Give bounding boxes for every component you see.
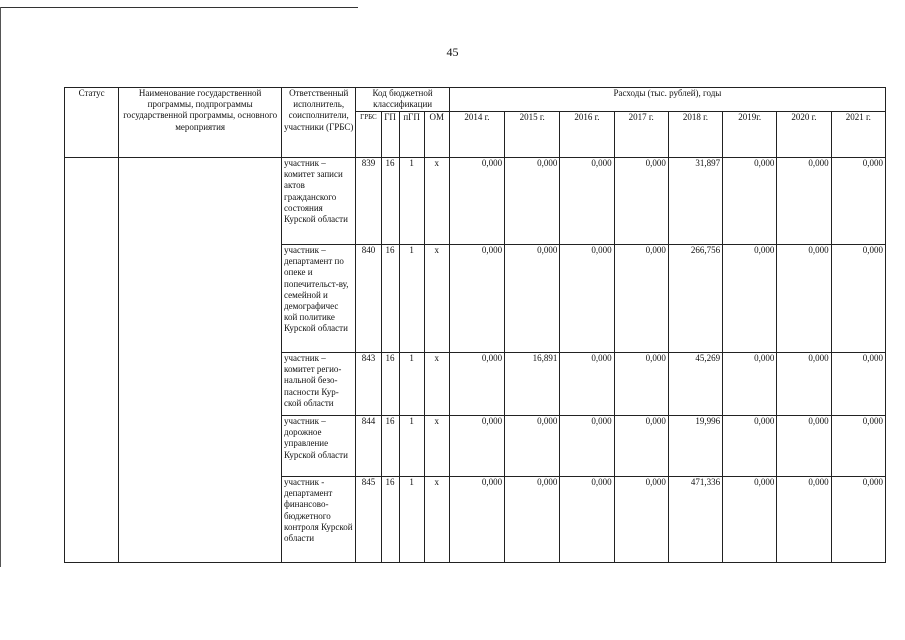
grbs-cell: 844	[356, 416, 381, 477]
value-cell: 0,000	[777, 158, 831, 245]
value-cell: 0,000	[723, 158, 777, 245]
grbs-cell: 839	[356, 158, 381, 245]
value-cell: 0,000	[614, 353, 668, 416]
header-status: Статус	[65, 88, 119, 158]
gp-cell: 16	[381, 353, 399, 416]
header-year: 2014 г.	[449, 112, 504, 158]
grbs-cell: 840	[356, 245, 381, 353]
scan-border-left	[0, 7, 1, 567]
value-cell: 0,000	[831, 416, 885, 477]
header-executor: Ответственный исполнитель, соисполнители, участники (ГРБС)	[282, 88, 356, 158]
header-year: 2020 г.	[777, 112, 831, 158]
pgp-cell: 1	[399, 353, 424, 416]
value-cell: 0,000	[831, 477, 885, 563]
value-cell: 0,000	[723, 245, 777, 353]
om-cell: х	[424, 353, 449, 416]
value-cell: 0,000	[449, 416, 504, 477]
value-cell: 0,000	[505, 245, 560, 353]
header-expenses: Расходы (тыс. рублей), годы	[449, 88, 885, 112]
value-cell: 0,000	[614, 158, 668, 245]
pgp-cell: 1	[399, 245, 424, 353]
header-code-grbs: ГРБС	[356, 112, 381, 158]
value-cell: 0,000	[505, 158, 560, 245]
page-number: 45	[446, 45, 459, 59]
om-cell: х	[424, 416, 449, 477]
value-cell: 0,000	[723, 353, 777, 416]
gp-cell: 16	[381, 416, 399, 477]
value-cell: 0,000	[614, 477, 668, 563]
value-cell: 0,000	[831, 353, 885, 416]
value-cell: 266,756	[668, 245, 722, 353]
value-cell: 45,269	[668, 353, 722, 416]
header-name: Наименование государственной программы, подпрограммы государственной программы, основного мероприятия	[119, 88, 282, 158]
value-cell: 0,000	[505, 477, 560, 563]
executor-cell: участник – комитет записи актов гражданского состояния Курской области	[282, 158, 356, 245]
value-cell: 0,000	[560, 245, 614, 353]
value-cell: 0,000	[449, 245, 504, 353]
header-year: 2015 г.	[505, 112, 560, 158]
header-year: 2018 г.	[668, 112, 722, 158]
gp-cell: 16	[381, 158, 399, 245]
pgp-cell: 1	[399, 158, 424, 245]
grbs-cell: 843	[356, 353, 381, 416]
value-cell: 0,000	[614, 245, 668, 353]
executor-cell: участник – дорожное управление Курской области	[282, 416, 356, 477]
value-cell: 0,000	[560, 416, 614, 477]
value-cell: 0,000	[449, 158, 504, 245]
header-year: 2016 г.	[560, 112, 614, 158]
om-cell: х	[424, 158, 449, 245]
om-cell: х	[424, 477, 449, 563]
value-cell: 0,000	[614, 416, 668, 477]
gp-cell: 16	[381, 477, 399, 563]
value-cell: 0,000	[505, 416, 560, 477]
value-cell: 0,000	[723, 477, 777, 563]
status-cell	[65, 158, 119, 563]
header-budget-code: Код бюджетной классификации	[356, 88, 449, 112]
header-year: 2017 г.	[614, 112, 668, 158]
value-cell: 0,000	[449, 353, 504, 416]
gp-cell: 16	[381, 245, 399, 353]
value-cell: 0,000	[777, 245, 831, 353]
header-code-pgp: пГП	[399, 112, 424, 158]
grbs-cell: 845	[356, 477, 381, 563]
pgp-cell: 1	[399, 416, 424, 477]
name-cell	[119, 158, 282, 563]
value-cell: 19,996	[668, 416, 722, 477]
budget-table	[64, 87, 886, 563]
om-cell: х	[424, 245, 449, 353]
value-cell: 0,000	[831, 245, 885, 353]
value-cell: 31,897	[668, 158, 722, 245]
header-code-gp: ГП	[381, 112, 399, 158]
value-cell: 0,000	[560, 477, 614, 563]
table-row	[65, 158, 886, 245]
value-cell: 0,000	[560, 158, 614, 245]
pgp-cell: 1	[399, 477, 424, 563]
value-cell: 471,336	[668, 477, 722, 563]
executor-cell: участник – комитет регио-нальной безо-пасности Кур-ской области	[282, 353, 356, 416]
value-cell: 0,000	[449, 477, 504, 563]
value-cell: 0,000	[723, 416, 777, 477]
value-cell: 0,000	[831, 158, 885, 245]
header-year: 2019г.	[723, 112, 777, 158]
header-year: 2021 г.	[831, 112, 885, 158]
executor-cell: участник - департамент финансово-бюджетного контроля Курской области	[282, 477, 356, 563]
value-cell: 0,000	[560, 353, 614, 416]
value-cell: 0,000	[777, 477, 831, 563]
scan-border-top	[0, 7, 358, 8]
header-code-om: ОМ	[424, 112, 449, 158]
value-cell: 0,000	[777, 353, 831, 416]
value-cell: 0,000	[777, 416, 831, 477]
value-cell: 16,891	[505, 353, 560, 416]
executor-cell: участник – департамент по опеке и попечительст-ву, семейной и демографичес кой политике Курской области	[282, 245, 356, 353]
